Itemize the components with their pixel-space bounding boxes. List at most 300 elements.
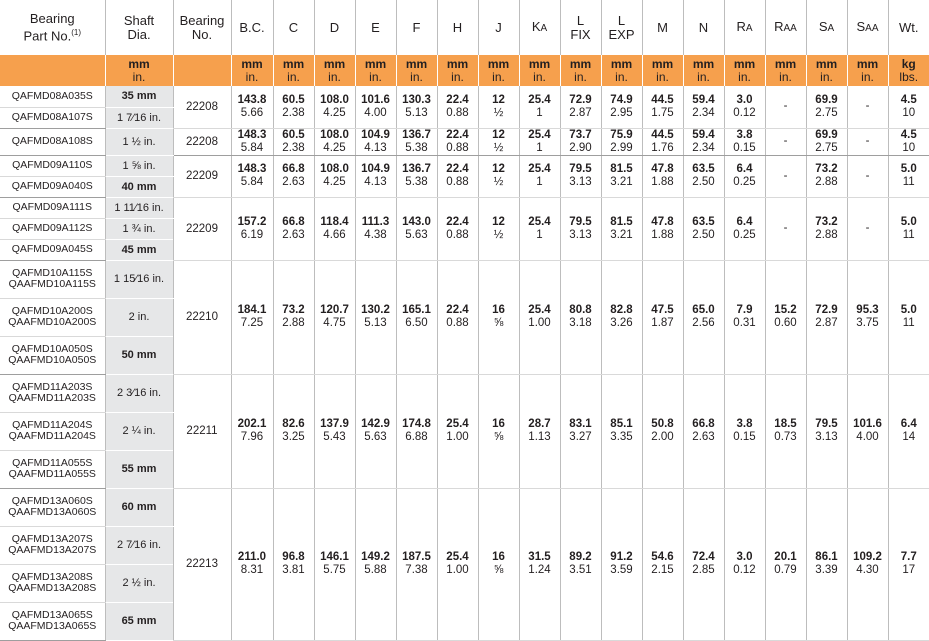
part-number: QAFMD09A045S (0, 244, 105, 255)
dim-inch: 2.75 (807, 107, 847, 120)
part-number-cell (0, 526, 105, 564)
part-number-cell (0, 450, 105, 488)
dim-metric: 44.5 (643, 129, 683, 142)
table-row (0, 197, 929, 218)
dim-cell-5 (437, 488, 478, 640)
dim-cell-3 (355, 374, 396, 488)
dim-inch: 4.25 (315, 176, 355, 189)
dim-inch: 5.13 (397, 107, 437, 120)
dim-cell-14 (806, 128, 847, 155)
col-header-5 (314, 0, 355, 55)
shaft-dia-cell: 1 7⁄16 in. (105, 107, 173, 128)
dim-cell-3 (355, 128, 396, 155)
dim-cell-13 (765, 197, 806, 260)
dim-inch: 3.18 (561, 317, 601, 330)
units-col-13 (765, 55, 806, 86)
dim-inch: 3.75 (848, 317, 888, 330)
dim-metric: 83.1 (561, 418, 601, 431)
dim-cell-12 (724, 197, 765, 260)
part-number: QAFMD11A055S (0, 458, 105, 469)
dim-inch: 4.30 (848, 564, 888, 577)
dim-inch: 5.43 (315, 431, 355, 444)
dim-cell-14 (806, 155, 847, 197)
dim-inch: ½ (479, 107, 519, 120)
col-header-line2: Part No.$^{(1)}$ (0, 26, 105, 43)
unit-b: in. (492, 70, 505, 84)
dim-inch: 4.75 (315, 317, 355, 330)
dim-metric: 137.9 (315, 418, 355, 431)
dim-cell-4 (396, 86, 437, 128)
dim-inch: 5.63 (397, 229, 437, 242)
dim-cell-4 (396, 197, 437, 260)
shaft-dia-cell: 1 15⁄16 in. (105, 260, 173, 298)
dim-metric: 63.5 (684, 216, 724, 229)
dim-inch: 1.24 (520, 564, 560, 577)
dim-cell-9 (601, 86, 642, 128)
dim-metric: 81.5 (602, 163, 642, 176)
dim-cell-6 (478, 374, 519, 488)
part-number-cell (0, 107, 105, 128)
unit-b: in. (451, 70, 464, 84)
dim-metric: - (848, 222, 888, 235)
units-part-blank (0, 55, 105, 86)
part-number-cell (0, 602, 105, 640)
dim-cell-12 (724, 260, 765, 374)
dim-cell-0 (231, 155, 273, 197)
dim-inch: 1.87 (643, 317, 683, 330)
col-header-3 (231, 0, 273, 55)
dim-inch: 11 (889, 229, 929, 242)
col-header-line1: N (684, 21, 724, 35)
dim-metric: 82.8 (602, 304, 642, 317)
col-header-1 (105, 0, 173, 55)
dim-cell-12 (724, 488, 765, 640)
dim-inch: 5.66 (232, 107, 273, 120)
shaft-dia-cell: 2 3⁄16 in. (105, 374, 173, 412)
dim-cell-2 (314, 128, 355, 155)
part-number: QAAFMD13A207S (0, 545, 105, 556)
dim-metric: 111.3 (356, 216, 396, 229)
dim-inch: 3.39 (807, 564, 847, 577)
dim-metric: 4.5 (889, 129, 929, 142)
dim-metric: - (766, 222, 806, 235)
dim-metric: 104.9 (356, 129, 396, 142)
unit-b: in. (820, 70, 833, 84)
unit-a: mm (365, 57, 386, 71)
col-header-6 (355, 0, 396, 55)
dim-cell-8 (560, 374, 601, 488)
dim-metric: 66.8 (274, 216, 314, 229)
shaft-dia-cell: 1 ⅝ in. (105, 155, 173, 176)
dim-metric: 82.6 (274, 418, 314, 431)
dim-metric: 25.4 (520, 163, 560, 176)
dim-cell-15 (847, 374, 888, 488)
dim-cell-8 (560, 155, 601, 197)
dim-metric: 3.0 (725, 551, 765, 564)
dim-inch: 1 (520, 142, 560, 155)
dim-metric: 63.5 (684, 163, 724, 176)
dim-inch: 3.13 (561, 229, 601, 242)
shaft-dia-cell: 2 ½ in. (105, 564, 173, 602)
dim-inch: 11 (889, 176, 929, 189)
dim-inch: 2.34 (684, 142, 724, 155)
dim-inch: 7.38 (397, 564, 437, 577)
dim-inch: 2.87 (561, 107, 601, 120)
part-number-cell (0, 86, 105, 107)
unit-b: in. (615, 70, 628, 84)
dim-cell-5 (437, 260, 478, 374)
dim-cell-1 (273, 155, 314, 197)
col-header-sub: A (746, 23, 753, 34)
table-body (0, 86, 929, 640)
dim-cell-10 (642, 128, 683, 155)
dim-inch: 1.88 (643, 229, 683, 242)
part-number: QAFMD13A207S (0, 534, 105, 545)
dim-cell-11 (683, 260, 724, 374)
dim-inch: ⅝ (479, 564, 519, 577)
unit-a: mm (488, 57, 509, 71)
unit-b: in. (779, 70, 792, 84)
col-header-19 (888, 0, 929, 55)
dim-cell-2 (314, 374, 355, 488)
col-header-12 (601, 0, 642, 55)
dim-cell-5 (437, 374, 478, 488)
dim-inch: 1.88 (643, 176, 683, 189)
dim-inch: 2.63 (274, 229, 314, 242)
units-col-5 (437, 55, 478, 86)
part-number-cell (0, 155, 105, 176)
dim-cell-3 (355, 260, 396, 374)
dim-metric: 5.0 (889, 304, 929, 317)
dim-cell-15 (847, 260, 888, 374)
dim-metric: 60.5 (274, 129, 314, 142)
dim-inch: 3.25 (274, 431, 314, 444)
col-header-line1: Wt. (889, 21, 929, 35)
dim-cell-13 (765, 86, 806, 128)
dim-metric: 74.9 (602, 94, 642, 107)
dim-metric: 79.5 (561, 216, 601, 229)
part-number: QAFMD10A200S (0, 306, 105, 317)
dim-inch: 7.96 (232, 431, 273, 444)
dim-metric: 143.0 (397, 216, 437, 229)
dim-metric: 72.9 (561, 94, 601, 107)
dim-metric: 79.5 (807, 418, 847, 431)
col-header-line1: SA (807, 20, 847, 36)
units-col-12 (724, 55, 765, 86)
part-number: QAFMD08A108S (0, 136, 105, 147)
dim-inch: 1.00 (438, 431, 478, 444)
dim-cell-9 (601, 128, 642, 155)
dim-metric: 73.2 (807, 163, 847, 176)
dim-inch: 4.25 (315, 107, 355, 120)
dim-inch: 0.88 (438, 107, 478, 120)
dim-metric: 101.6 (848, 418, 888, 431)
dim-inch: 3.51 (561, 564, 601, 577)
unit-a: mm (693, 57, 714, 71)
dim-metric: 174.8 (397, 418, 437, 431)
dim-inch: 3.13 (807, 431, 847, 444)
dim-metric: 5.0 (889, 163, 929, 176)
col-header-15 (724, 0, 765, 55)
part-number-cell (0, 176, 105, 197)
dim-cell-14 (806, 488, 847, 640)
dim-cell-4 (396, 374, 437, 488)
dim-inch: 3.21 (602, 229, 642, 242)
dim-cell-13 (765, 128, 806, 155)
dim-inch: ½ (479, 176, 519, 189)
col-header-line1: J (479, 21, 519, 35)
dim-metric: 72.4 (684, 551, 724, 564)
dim-metric: 12 (479, 163, 519, 176)
col-header-line1: E (356, 21, 396, 35)
dim-inch: 5.38 (397, 176, 437, 189)
dim-metric: 187.5 (397, 551, 437, 564)
dim-cell-8 (560, 128, 601, 155)
dim-metric: 59.4 (684, 129, 724, 142)
dim-cell-0 (231, 488, 273, 640)
bearing-no-cell: 22209 (173, 155, 231, 197)
dim-metric: 118.4 (315, 216, 355, 229)
part-number-cell (0, 374, 105, 412)
part-number: QAAFMD10A200S (0, 317, 105, 328)
col-header-sup: (1) (71, 28, 81, 37)
dim-inch: 10 (889, 107, 929, 120)
dim-inch: 5.38 (397, 142, 437, 155)
dim-metric: 184.1 (232, 304, 273, 317)
dim-metric: 75.9 (602, 129, 642, 142)
col-header-line1: RAA (766, 20, 806, 36)
dim-inch: 2.38 (274, 107, 314, 120)
dim-metric: 12 (479, 129, 519, 142)
dim-metric: 96.8 (274, 551, 314, 564)
col-header-sub: AA (784, 23, 797, 34)
units-col-14 (806, 55, 847, 86)
dim-cell-1 (273, 374, 314, 488)
table-row (0, 374, 929, 412)
dim-cell-16 (888, 260, 929, 374)
dim-metric: - (766, 135, 806, 148)
col-header-sub: A (828, 23, 835, 34)
unit-b: in. (574, 70, 587, 84)
bearing-no-cell: 22209 (173, 197, 231, 260)
bearing-no-cell: 22210 (173, 260, 231, 374)
dim-cell-15 (847, 86, 888, 128)
dim-cell-9 (601, 260, 642, 374)
dim-metric: 5.0 (889, 216, 929, 229)
col-header-line1: B.C. (232, 21, 273, 35)
shaft-dia-cell: 2 in. (105, 298, 173, 336)
dim-metric: 28.7 (520, 418, 560, 431)
dim-inch: 3.26 (602, 317, 642, 330)
dim-metric: 47.5 (643, 304, 683, 317)
dim-inch: 2.85 (684, 564, 724, 577)
units-bearing-blank (173, 55, 231, 86)
dim-cell-12 (724, 374, 765, 488)
shaft-dia-cell: 1 ½ in. (105, 128, 173, 155)
dim-inch: 6.88 (397, 431, 437, 444)
dim-cell-7 (519, 488, 560, 640)
unit-b: in. (246, 70, 259, 84)
dim-inch: 4.25 (315, 142, 355, 155)
dim-cell-7 (519, 197, 560, 260)
dim-cell-8 (560, 197, 601, 260)
dim-metric: 25.4 (520, 304, 560, 317)
dim-inch: 3.59 (602, 564, 642, 577)
part-number-cell (0, 218, 105, 239)
dim-metric: - (766, 100, 806, 113)
col-header-line1: D (315, 21, 355, 35)
units-col-16 (888, 55, 929, 86)
dim-metric: 25.4 (438, 551, 478, 564)
unit-b: in. (369, 70, 382, 84)
dim-inch: 5.75 (315, 564, 355, 577)
part-number: QAAFMD13A060S (0, 507, 105, 518)
dim-inch: ⅝ (479, 317, 519, 330)
shaft-dia-cell: 2 ¼ in. (105, 412, 173, 450)
dim-inch: 6.19 (232, 229, 273, 242)
dim-metric: 66.8 (274, 163, 314, 176)
dim-inch: 1 (520, 229, 560, 242)
dim-metric: 22.4 (438, 163, 478, 176)
dim-metric: 22.4 (438, 304, 478, 317)
dim-inch: 7.25 (232, 317, 273, 330)
table-row (0, 488, 929, 526)
dim-inch: 2.15 (643, 564, 683, 577)
dim-cell-11 (683, 128, 724, 155)
col-header-line2: FIX (561, 28, 601, 42)
dim-cell-9 (601, 488, 642, 640)
dim-inch: 2.34 (684, 107, 724, 120)
dim-inch: 2.88 (807, 229, 847, 242)
dim-metric: 47.8 (643, 216, 683, 229)
part-number-cell (0, 336, 105, 374)
dim-inch: 3.35 (602, 431, 642, 444)
dim-inch: 5.84 (232, 176, 273, 189)
dim-cell-5 (437, 197, 478, 260)
dim-inch: 11 (889, 317, 929, 330)
col-header-10 (519, 0, 560, 55)
dim-cell-5 (437, 155, 478, 197)
part-number: QAFMD13A065S (0, 610, 105, 621)
dim-inch: 4.00 (356, 107, 396, 120)
dim-cell-5 (437, 86, 478, 128)
part-number: QAFMD10A115S (0, 268, 105, 279)
part-number-cell (0, 564, 105, 602)
dim-metric: 146.1 (315, 551, 355, 564)
dim-inch: 2.95 (602, 107, 642, 120)
dim-cell-14 (806, 197, 847, 260)
shaft-dia-cell: 1 ¾ in. (105, 218, 173, 239)
unit-a: mm (652, 57, 673, 71)
dim-metric: 73.7 (561, 129, 601, 142)
dim-cell-14 (806, 86, 847, 128)
dim-metric: 7.9 (725, 304, 765, 317)
unit-b: in. (697, 70, 710, 84)
col-header-line1: KA (520, 20, 560, 36)
dim-cell-11 (683, 155, 724, 197)
shaft-dia-cell: 35 mm (105, 86, 173, 107)
dim-inch: 3.21 (602, 176, 642, 189)
col-header-18 (847, 0, 888, 55)
dim-inch: 5.88 (356, 564, 396, 577)
dim-metric: 25.4 (520, 129, 560, 142)
col-header-sub: A (541, 23, 548, 34)
shaft-dia-cell: 40 mm (105, 176, 173, 197)
dim-metric: 104.9 (356, 163, 396, 176)
part-number: QAAFMD10A050S (0, 355, 105, 366)
part-number-cell (0, 197, 105, 218)
dim-cell-7 (519, 128, 560, 155)
dim-cell-1 (273, 488, 314, 640)
unit-b: in. (133, 70, 146, 84)
dim-cell-10 (642, 197, 683, 260)
dim-metric: 81.5 (602, 216, 642, 229)
dim-cell-0 (231, 197, 273, 260)
dim-metric: 66.8 (684, 418, 724, 431)
dim-metric: - (848, 100, 888, 113)
shaft-dia-cell: 45 mm (105, 239, 173, 260)
col-header-line1: M (643, 21, 683, 35)
dim-metric: 91.2 (602, 551, 642, 564)
dim-metric: 22.4 (438, 129, 478, 142)
dim-cell-6 (478, 488, 519, 640)
col-header-7 (396, 0, 437, 55)
dim-cell-4 (396, 260, 437, 374)
dim-cell-13 (765, 374, 806, 488)
col-header-line2: No. (174, 28, 231, 42)
dim-inch: 0.73 (766, 431, 806, 444)
part-number: QAFMD08A107S (0, 112, 105, 123)
dim-inch: 2.56 (684, 317, 724, 330)
shaft-dia-cell: 55 mm (105, 450, 173, 488)
dim-cell-7 (519, 374, 560, 488)
bearing-no-cell: 22208 (173, 86, 231, 128)
dim-metric: 136.7 (397, 129, 437, 142)
unit-b: in. (328, 70, 341, 84)
table-row (0, 128, 929, 155)
bearing-no-cell: 22211 (173, 374, 231, 488)
dim-cell-7 (519, 155, 560, 197)
unit-a: mm (241, 57, 262, 71)
dim-cell-11 (683, 374, 724, 488)
units-col-0 (231, 55, 273, 86)
col-header-9 (478, 0, 519, 55)
col-header-2 (173, 0, 231, 55)
dim-metric: 31.5 (520, 551, 560, 564)
dim-metric: 16 (479, 551, 519, 564)
dim-inch: 8.31 (232, 564, 273, 577)
dim-inch: 2.87 (807, 317, 847, 330)
dim-metric: 202.1 (232, 418, 273, 431)
dim-inch: 2.00 (643, 431, 683, 444)
units-col-15 (847, 55, 888, 86)
dim-metric: 69.9 (807, 129, 847, 142)
unit-b: in. (861, 70, 874, 84)
col-header-line1: H (438, 21, 478, 35)
dim-cell-15 (847, 155, 888, 197)
dim-cell-10 (642, 155, 683, 197)
col-header-sub: AA (865, 23, 878, 34)
unit-a: mm (406, 57, 427, 71)
dim-inch: 0.60 (766, 317, 806, 330)
col-header-line1: Shaft (106, 14, 173, 28)
dim-cell-8 (560, 488, 601, 640)
dim-metric: 142.9 (356, 418, 396, 431)
units-col-7 (519, 55, 560, 86)
units-col-11 (683, 55, 724, 86)
dim-cell-16 (888, 488, 929, 640)
dim-inch: 0.15 (725, 142, 765, 155)
